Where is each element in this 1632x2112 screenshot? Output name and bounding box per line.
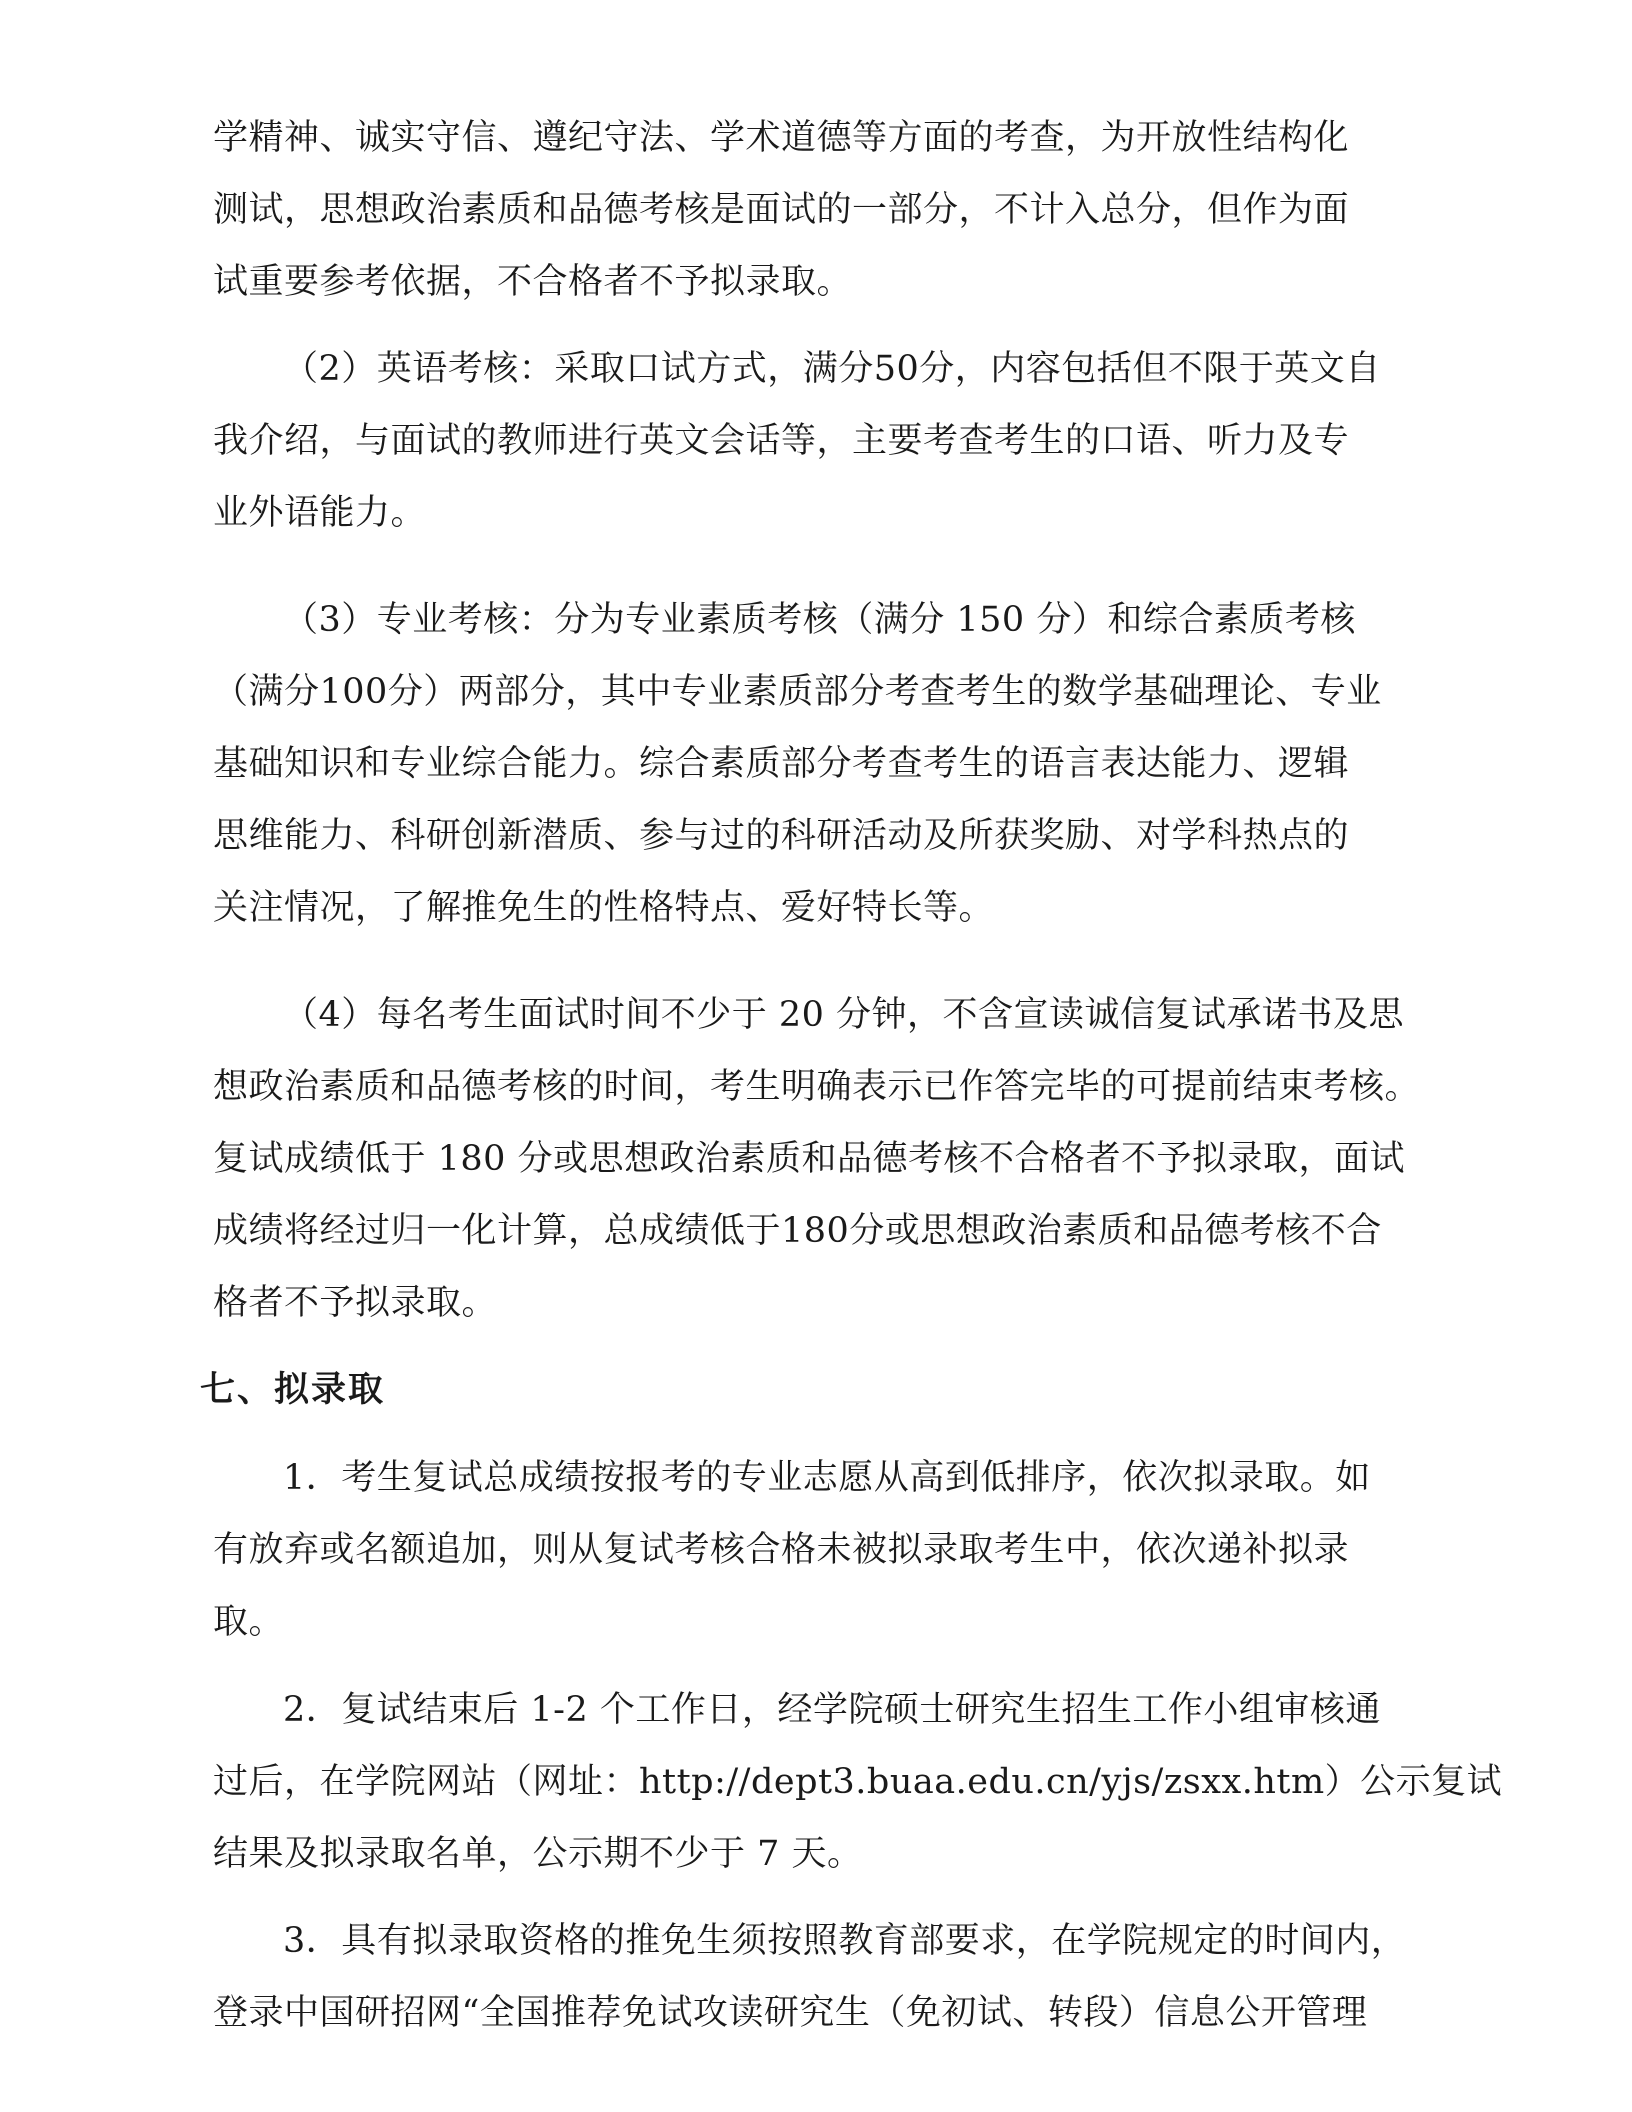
text-line: 取。 [213, 1602, 285, 1642]
text-line: 过后，在学院网站（网址：http://dept3.buaa.edu.cn/yjs/zsxx.htm）公示复试 [213, 1762, 1503, 1802]
text-line: 思维能力、科研创新潜质、参与过的科研活动及所获奖励、对学科热点的 [213, 816, 1350, 856]
text-line: 登录中国研招网“全国推荐免试攻读研究生（免初试、转段）信息公开管理 [213, 1993, 1368, 2033]
text-line: 我介绍，与面试的教师进行英文会话等，主要考查考生的口语、听力及专 [213, 421, 1350, 461]
text-line: 格者不予拟录取。 [213, 1283, 498, 1323]
text-line: 关注情况，了解推免生的性格特点、爱好特长等。 [213, 888, 995, 928]
text-line: （4）每名考生面试时间不少于 20 分钟，不含宣读诚信复试承诺书及思 [283, 995, 1405, 1035]
text-line: 成绩将经过归一化计算，总成绩低于180分或思想政治素质和品德考核不合 [213, 1211, 1382, 1251]
section-heading: 七、拟录取 [200, 1369, 386, 1410]
text-line: （满分100分）两部分，其中专业素质部分考查考生的数学基础理论、专业 [213, 672, 1382, 712]
text-line: 试重要参考依据，不合格者不予拟录取。 [213, 262, 853, 302]
text-line: 测试，思想政治素质和品德考核是面试的一部分，不计入总分，但作为面 [213, 190, 1350, 230]
text-line: 想政治素质和品德考核的时间，考生明确表示已作答完毕的可提前结束考核。 [213, 1067, 1421, 1107]
text-line: 复试成绩低于 180 分或思想政治素质和品德考核不合格者不予拟录取，面试 [213, 1139, 1406, 1179]
text-line: 3．具有拟录取资格的推免生须按照教育部要求，在学院规定的时间内， [283, 1921, 1407, 1961]
text-line: 学精神、诚实守信、遵纪守法、学术道德等方面的考查，为开放性结构化 [213, 118, 1350, 158]
text-line: 结果及拟录取名单，公示期不少于 7 天。 [213, 1834, 863, 1874]
text-line: 2．复试结束后 1-2 个工作日，经学院硕士研究生招生工作小组审核通 [283, 1690, 1381, 1730]
text-line: 业外语能力。 [213, 493, 427, 533]
text-line: 基础知识和专业综合能力。综合素质部分考查考生的语言表达能力、逻辑 [213, 744, 1350, 784]
text-line: 1．考生复试总成绩按报考的专业志愿从高到低排序，依次拟录取。如 [283, 1458, 1371, 1498]
text-line: 有放弃或名额追加，则从复试考核合格未被拟录取考生中，依次递补拟录 [213, 1530, 1350, 1570]
text-line: （3）专业考核：分为专业素质考核（满分 150 分）和综合素质考核 [283, 600, 1356, 640]
text-line: （2）英语考核：采取口试方式，满分50分，内容包括但不限于英文自 [283, 349, 1381, 389]
